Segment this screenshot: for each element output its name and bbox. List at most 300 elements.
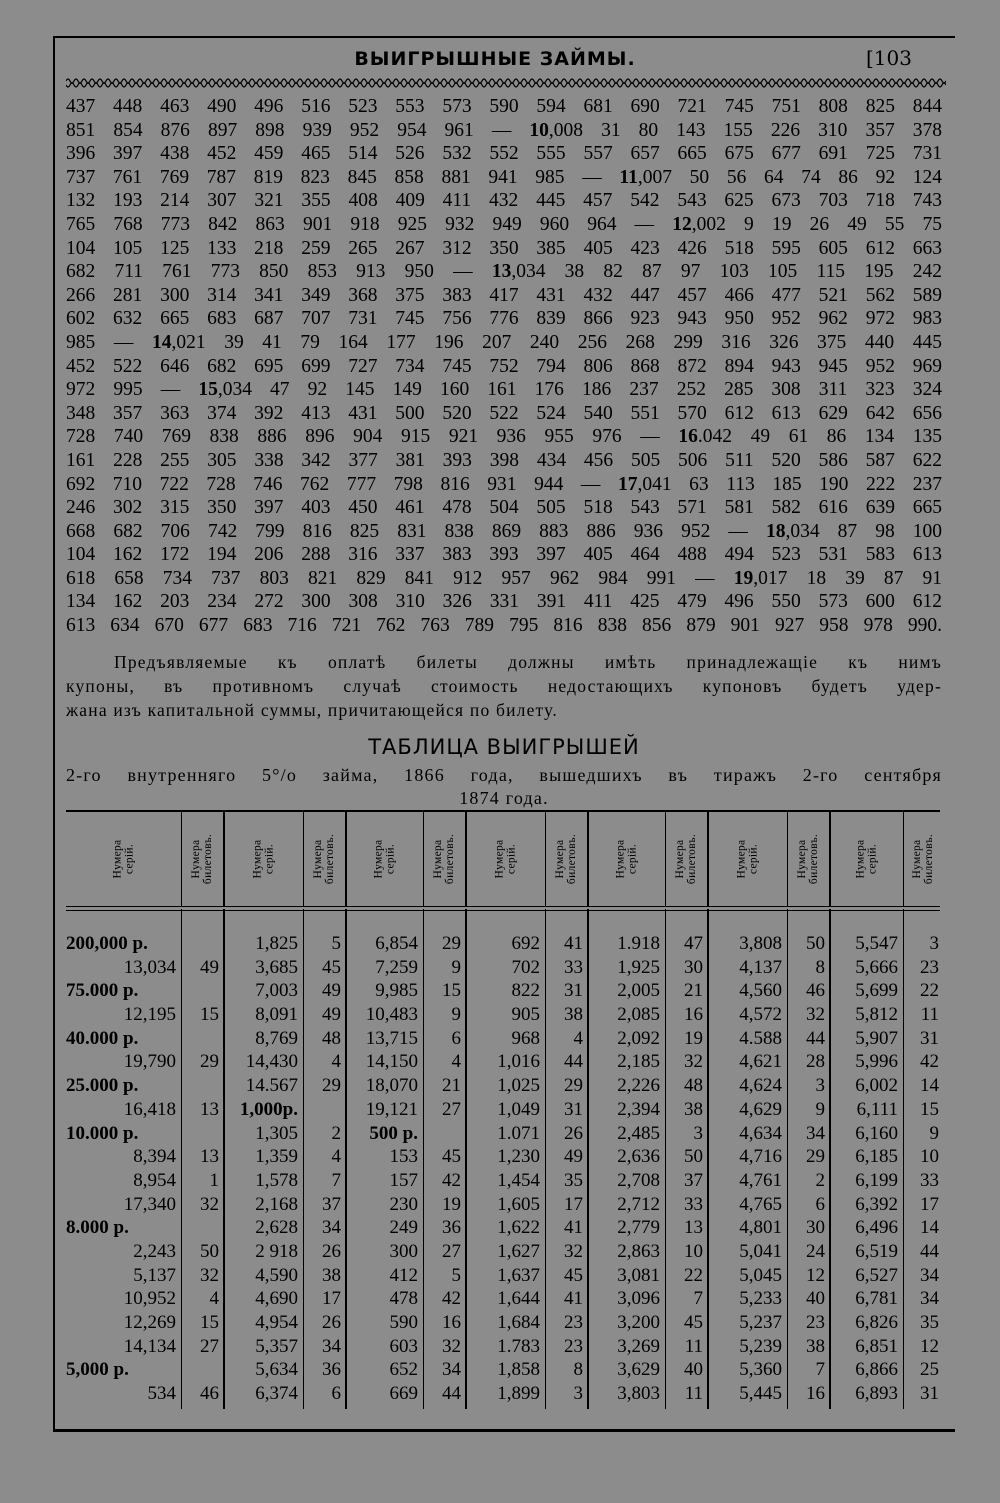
series-number: 8.000 р. — [66, 1217, 129, 1239]
number-run: 134 162 203 234 272 300 308 310 326 331 391 411 425 479 496 550 573 600 612 — [66, 591, 942, 613]
number-run: 985 — — [66, 331, 152, 353]
number-line — [66, 496, 942, 520]
number-run: 104 162 172 194 206 288 316 337 383 393 397 405 464 488 494 523 531 583 613 — [66, 544, 942, 566]
series-number: 13,715 — [365, 1027, 418, 1049]
series-number: 2,708 — [617, 1169, 660, 1191]
column-header-tickets — [788, 812, 828, 906]
series-number: 4,801 — [739, 1217, 782, 1239]
series-number: 534 — [147, 1383, 176, 1405]
column-header-tickets-label: Нумера билетовъ. — [554, 833, 579, 885]
number-line — [66, 473, 942, 497]
ticket-number: 40 — [684, 1359, 703, 1381]
thousand-prefix: 17 — [617, 473, 638, 495]
ticket-number: 4 — [209, 1288, 219, 1310]
thousand-prefix: 11 — [619, 166, 638, 188]
series-number: 8,091 — [255, 1004, 298, 1026]
ticket-number: 50 — [200, 1240, 219, 1262]
ticket-number: 44 — [564, 1051, 583, 1073]
column-header-tickets-label: Нумера билетовъ. — [312, 833, 337, 885]
series-number: 1,637 — [497, 1264, 540, 1286]
ticket-number: 8 — [573, 1359, 583, 1381]
column-header-tickets-label: Нумера билетовъ. — [911, 833, 936, 885]
series-number: 200,000 р. — [66, 933, 148, 954]
ticket-number: 17 — [564, 1193, 583, 1215]
ticket-number: 34 — [806, 1122, 825, 1144]
ticket-number: 41 — [564, 1288, 583, 1310]
series-number: 1,858 — [497, 1359, 540, 1381]
series-number: 4,560 — [739, 980, 782, 1002]
ticket-number: 3 — [929, 933, 939, 954]
column-header-tickets — [182, 812, 222, 906]
series-number: 2,628 — [255, 1217, 298, 1239]
series-number: 3,808 — [739, 933, 782, 954]
ticket-number: 16 — [806, 1383, 825, 1405]
series-number: 968 — [511, 1027, 540, 1049]
ticket-number: 17 — [920, 1193, 939, 1215]
series-number: 5,137 — [133, 1264, 176, 1286]
ticket-number: 11 — [920, 1004, 939, 1026]
ticket-number: 38 — [564, 1004, 583, 1026]
ticket-number: 49 — [200, 956, 219, 978]
number-run: 613 634 670 677 683 716 721 762 763 789 795 816 838 856 879 901 927 958 978 990. — [66, 615, 942, 637]
ticket-number: 24 — [806, 1240, 825, 1262]
series-number: 4,590 — [255, 1264, 298, 1286]
ticket-number — [304, 1098, 344, 1122]
number-run: ,041 63 113 185 190 222 237 — [637, 473, 942, 495]
ticket-number: 37 — [684, 1169, 703, 1191]
number-line — [66, 142, 942, 166]
number-run: 737 761 769 787 819 823 845 858 881 941 985 — — [66, 166, 620, 188]
table-subtitle-line-1: 2-го внутренняго 5°/о займа, 1866 года, вышедшихъ въ тиражъ 2-го сентября — [66, 765, 942, 785]
ticket-number: 17 — [322, 1288, 341, 1310]
series-number: 1,578 — [255, 1169, 298, 1191]
series-number: 2,636 — [617, 1146, 660, 1168]
ticket-number: 29 — [200, 1051, 219, 1073]
series-number: 5,812 — [855, 1004, 898, 1026]
number-run: 437 448 463 490 496 516 523 553 573 590 594 681 690 721 745 751 808 825 844 — [66, 96, 942, 117]
column-header-tickets-label: Нумера билетовъ. — [432, 833, 457, 885]
series-number: 905 — [511, 1004, 540, 1026]
series-number: 5,907 — [855, 1027, 898, 1049]
series-number: 6,374 — [255, 1383, 298, 1405]
tickets-column — [904, 932, 942, 1406]
ticket-number: 8 — [815, 956, 825, 978]
ticket-number — [182, 979, 222, 1003]
series-number: 7,259 — [375, 956, 418, 978]
series-number: 2,185 — [617, 1051, 660, 1073]
ticket-number: 11 — [684, 1383, 703, 1405]
number-line — [66, 331, 942, 355]
ticket-number: 31 — [564, 1098, 583, 1120]
series-column — [588, 932, 664, 1406]
number-run: ,002 9 19 26 49 55 75 — [691, 213, 942, 235]
series-number: 5,357 — [255, 1335, 298, 1357]
series-number: 5,634 — [255, 1359, 298, 1381]
series-number: 1.918 — [617, 933, 660, 954]
ticket-number: 13 — [200, 1098, 219, 1120]
ticket-number: 10 — [920, 1146, 939, 1168]
number-run: 396 397 438 452 459 465 514 526 532 552 555 557 657 665 675 677 691 725 731 — [66, 143, 942, 165]
series-number: 2,005 — [617, 980, 660, 1002]
number-line — [66, 402, 942, 426]
ticket-number: 1 — [209, 1169, 219, 1191]
series-number: 5,547 — [855, 933, 898, 954]
ticket-number: 15 — [920, 1098, 939, 1120]
series-number: 6,851 — [855, 1335, 898, 1357]
series-number: 4,572 — [739, 1004, 782, 1026]
ticket-number: 37 — [322, 1193, 341, 1215]
ticket-number: 13 — [200, 1146, 219, 1168]
column-header-series — [346, 812, 422, 906]
page-frame-top-rule — [53, 36, 955, 38]
series-number: 2,394 — [617, 1098, 660, 1120]
number-run: 728 740 769 838 886 896 904 915 921 936 955 976 — — [66, 426, 679, 448]
series-number: 5,041 — [739, 1240, 782, 1262]
ticket-number: 32 — [200, 1193, 219, 1215]
ticket-number: 4 — [451, 1051, 461, 1073]
ticket-number: 15 — [442, 980, 461, 1002]
series-number: 2 918 — [255, 1240, 298, 1262]
series-number: 412 — [389, 1264, 418, 1286]
ticket-number: 41 — [564, 933, 583, 954]
thousand-prefix: 13 — [491, 261, 512, 283]
ticket-number: 45 — [564, 1264, 583, 1286]
page-frame-left-rule — [53, 36, 55, 1431]
series-number: 6,111 — [856, 1098, 898, 1120]
number-run: 692 710 722 728 746 762 777 798 816 931 944 — — [66, 473, 618, 495]
ticket-number — [182, 1027, 222, 1051]
series-number: 6,392 — [855, 1193, 898, 1215]
column-header-series-label: Нумера серій. — [613, 839, 638, 879]
series-number: 1,359 — [255, 1146, 298, 1168]
ticket-number: 15 — [200, 1312, 219, 1333]
series-number: 1,000р. — [239, 1098, 298, 1120]
ticket-number: 14 — [920, 1075, 939, 1097]
table-subtitle-line-2: 1874 года. — [459, 788, 549, 808]
series-number: 3,200 — [617, 1312, 660, 1333]
ticket-number: 21 — [684, 980, 703, 1002]
ticket-number: 40 — [806, 1288, 825, 1310]
series-number: 14,150 — [365, 1051, 418, 1073]
ticket-number: 23 — [920, 956, 939, 978]
series-number: 6,854 — [375, 933, 418, 954]
series-number: 6,866 — [855, 1359, 898, 1381]
ticket-number — [182, 1074, 222, 1098]
tickets-column — [666, 932, 706, 1406]
number-run: 682 711 761 773 850 853 913 950 — — [66, 261, 492, 283]
number-run: 246 302 315 350 397 403 450 461 478 504 505 518 543 571 581 582 616 639 665 — [66, 497, 942, 519]
series-number: 2,243 — [133, 1240, 176, 1262]
ticket-number: 47 — [684, 933, 703, 954]
series-number: 5,699 — [855, 980, 898, 1002]
series-number: 2,168 — [255, 1193, 298, 1215]
number-run: 765 768 773 842 863 901 918 925 932 949 960 964 — — [66, 213, 673, 235]
column-header-series-label: Нумера серій. — [250, 839, 275, 879]
series-number: 4,629 — [739, 1098, 782, 1120]
series-column — [466, 932, 544, 1406]
number-line — [66, 425, 942, 449]
series-number: 1.783 — [497, 1335, 540, 1357]
series-number: 10,952 — [123, 1288, 176, 1310]
ticket-number: 33 — [684, 1193, 703, 1215]
series-number: 6,160 — [855, 1122, 898, 1144]
ticket-number: 26 — [564, 1122, 583, 1144]
series-number: 1,025 — [497, 1075, 540, 1097]
column-header-series-label: Нумера серій. — [371, 839, 396, 879]
thousand-prefix: 15 — [198, 379, 218, 401]
ticket-number: 6 — [331, 1383, 341, 1405]
series-number: 2,485 — [617, 1122, 660, 1144]
ticket-number: 48 — [322, 1027, 341, 1049]
series-number: 2,863 — [617, 1240, 660, 1262]
series-number: 12,195 — [123, 1004, 176, 1026]
number-run: 132 193 214 307 321 355 408 409 411 432 445 457 542 543 625 673 703 718 743 — [66, 190, 942, 212]
column-header-tickets — [546, 812, 586, 906]
series-number: 6,496 — [855, 1217, 898, 1239]
ticket-number: 30 — [806, 1217, 825, 1239]
number-line — [66, 237, 942, 261]
column-header-series-label: Нумера серій. — [492, 839, 517, 879]
series-number: 25.000 р. — [66, 1075, 139, 1097]
number-run: .042 49 61 86 134 135 — [697, 426, 942, 448]
ticket-number: 12 — [806, 1264, 825, 1286]
thousand-prefix: 14 — [151, 331, 172, 353]
column-header-tickets-label: Нумера билетовъ. — [674, 833, 699, 885]
ticket-number: 45 — [684, 1312, 703, 1333]
ticket-number: 23 — [564, 1335, 583, 1357]
series-number: 1,899 — [497, 1383, 540, 1405]
number-run: 602 632 665 683 687 707 731 745 756 776 839 866 923 943 950 952 962 972 983 — [66, 308, 942, 330]
tickets-column — [788, 932, 828, 1406]
ticket-number: 2 — [331, 1122, 341, 1144]
series-number: 13,034 — [123, 956, 176, 978]
series-number: 1,016 — [497, 1051, 540, 1073]
ticket-number: 7 — [693, 1288, 703, 1310]
column-header-series-label: Нумера серій. — [110, 839, 135, 879]
ticket-number: 34 — [920, 1288, 939, 1310]
ticket-number: 9 — [929, 1122, 939, 1144]
ticket-number: 22 — [920, 980, 939, 1002]
ticket-number: 34 — [442, 1359, 461, 1381]
series-number: 1,049 — [497, 1098, 540, 1120]
column-header-series — [830, 812, 902, 906]
number-line — [66, 213, 942, 237]
series-number: 1,627 — [497, 1240, 540, 1262]
number-run: 452 522 646 682 695 699 727 734 745 752 794 806 868 872 894 943 945 952 969 — [66, 355, 942, 377]
ticket-number: 44 — [806, 1027, 825, 1049]
series-number: 1,925 — [617, 956, 660, 978]
number-line — [66, 520, 942, 544]
ticket-number: 7 — [815, 1359, 825, 1381]
series-number: 3,096 — [617, 1288, 660, 1310]
ticket-number: 9 — [451, 1004, 461, 1026]
series-number: 19,121 — [365, 1098, 418, 1120]
series-number: 5,445 — [739, 1383, 782, 1405]
number-line — [66, 543, 942, 567]
number-run: 161 228 255 305 338 342 377 381 393 398 434 456 505 506 511 520 586 587 622 — [66, 449, 942, 471]
series-number: 1,825 — [255, 933, 298, 954]
series-number: 6,893 — [855, 1383, 898, 1405]
ticket-number: 22 — [684, 1264, 703, 1286]
series-number: 1,230 — [497, 1146, 540, 1168]
ticket-number: 33 — [564, 956, 583, 978]
series-number: 3,081 — [617, 1264, 660, 1286]
series-number: 14,430 — [245, 1051, 298, 1073]
ticket-number: 35 — [564, 1169, 583, 1191]
number-line — [66, 307, 942, 331]
series-number: 4,634 — [739, 1122, 782, 1144]
column-header-tickets — [904, 812, 942, 906]
ticket-number: 26 — [322, 1312, 341, 1333]
column-header-tickets — [666, 812, 706, 906]
ticket-number: 41 — [564, 1217, 583, 1239]
number-line — [66, 355, 942, 379]
number-run: ,008 31 80 143 155 226 310 357 378 — [548, 119, 942, 141]
ticket-number: 19 — [684, 1027, 703, 1049]
series-number: 4,690 — [255, 1288, 298, 1310]
ticket-number: 3 — [815, 1075, 825, 1097]
running-title: ВЫИГРЫШНЫЕ ЗАЙМЫ. — [354, 48, 636, 70]
ticket-number: 9 — [815, 1098, 825, 1120]
series-number: 3,803 — [617, 1383, 660, 1405]
series-number: 12,269 — [123, 1312, 176, 1333]
series-number: 7,003 — [255, 980, 298, 1002]
series-number: 4,624 — [739, 1075, 782, 1097]
series-number: 5,000 р. — [66, 1359, 129, 1381]
number-line — [66, 590, 942, 614]
number-run: ,007 50 56 64 74 86 92 124 — [637, 166, 942, 188]
ticket-number: 38 — [684, 1098, 703, 1120]
ticket-number — [182, 1122, 222, 1146]
ticket-number: 9 — [451, 956, 461, 978]
series-number: 603 — [389, 1335, 418, 1357]
series-number: 5,045 — [739, 1264, 782, 1286]
ticket-number: 46 — [200, 1383, 219, 1405]
ticket-number: 3 — [573, 1383, 583, 1405]
number-run: ,017 18 39 87 91 — [753, 567, 942, 589]
series-number: 1.071 — [497, 1122, 540, 1144]
ticket-number: 6 — [815, 1193, 825, 1215]
number-run: 972 995 — — [66, 379, 199, 401]
ticket-number: 4 — [331, 1146, 341, 1168]
thousand-prefix: 10 — [529, 119, 549, 141]
tickets-column — [182, 932, 222, 1406]
series-number: 17,340 — [123, 1193, 176, 1215]
series-number: 14.567 — [245, 1075, 298, 1097]
series-number: 6,781 — [855, 1288, 898, 1310]
number-line — [66, 95, 942, 119]
ticket-number: 31 — [564, 980, 583, 1002]
tickets-column — [304, 932, 344, 1406]
series-column — [708, 932, 786, 1406]
ticket-number: 26 — [322, 1240, 341, 1262]
ticket-number: 42 — [442, 1288, 461, 1310]
ticket-number: 42 — [920, 1051, 939, 1073]
series-column — [66, 932, 180, 1406]
column-header-tickets — [304, 812, 344, 906]
ticket-number: 27 — [442, 1240, 461, 1262]
number-run: 618 658 734 737 803 821 829 841 912 957 962 984 991 — — [66, 567, 734, 589]
ticket-number: 7 — [331, 1169, 341, 1191]
series-number: 1,305 — [255, 1122, 298, 1144]
ticket-number: 44 — [920, 1240, 939, 1262]
series-number: 652 — [389, 1359, 418, 1381]
ticket-number: 19 — [442, 1193, 461, 1215]
number-run: 851 854 876 897 898 939 952 954 961 — — [66, 119, 530, 141]
ticket-number: 32 — [200, 1264, 219, 1286]
series-number: 4,716 — [739, 1146, 782, 1168]
column-header-series — [708, 812, 786, 906]
series-number: 702 — [511, 956, 540, 978]
ticket-number: 15 — [200, 1004, 219, 1026]
number-line — [66, 189, 942, 213]
ticket-number: 34 — [322, 1335, 341, 1357]
ticket-number: 49 — [322, 980, 341, 1002]
number-line — [66, 284, 942, 308]
series-number: 4,761 — [739, 1169, 782, 1191]
ticket-number: 29 — [564, 1075, 583, 1097]
series-number: 822 — [511, 980, 540, 1002]
series-number: 6,002 — [855, 1075, 898, 1097]
ticket-number: 5 — [331, 933, 341, 954]
number-run: 348 357 363 374 392 413 431 500 520 522 524 540 551 570 612 613 629 642 656 — [66, 402, 942, 424]
ticket-number: 4 — [573, 1027, 583, 1049]
ticket-number — [182, 1216, 222, 1240]
column-header-series — [224, 812, 302, 906]
series-number: 230 — [389, 1193, 418, 1215]
ticket-number: 21 — [442, 1075, 461, 1097]
series-number: 8,769 — [255, 1027, 298, 1049]
series-number: 3,629 — [617, 1359, 660, 1381]
number-line — [66, 260, 942, 284]
series-column — [830, 932, 902, 1406]
ticket-number: 34 — [322, 1217, 341, 1239]
ticket-number: 32 — [684, 1051, 703, 1073]
series-number: 8,954 — [133, 1169, 176, 1191]
series-number: 14,134 — [123, 1335, 176, 1357]
ticket-number: 49 — [564, 1146, 583, 1168]
ticket-number: 16 — [684, 1004, 703, 1026]
thousand-prefix: 16 — [678, 426, 698, 448]
tickets-column — [424, 932, 464, 1406]
ticket-number: 32 — [806, 1004, 825, 1026]
column-header-tickets-label: Нумера билетовъ. — [796, 833, 821, 885]
series-number: 75.000 р. — [66, 980, 139, 1002]
column-header-series — [588, 812, 664, 906]
ticket-number: 45 — [322, 956, 341, 978]
ticket-number: 29 — [806, 1146, 825, 1168]
series-number: 2,085 — [617, 1004, 660, 1026]
ticket-number: 10 — [684, 1240, 703, 1262]
series-number: 19,790 — [123, 1051, 176, 1073]
number-line — [66, 614, 942, 638]
ticket-number: 25 — [920, 1359, 939, 1381]
column-header-tickets — [424, 812, 464, 906]
ticket-number: 2 — [815, 1169, 825, 1191]
series-number: 6,527 — [855, 1264, 898, 1286]
series-number: 2,779 — [617, 1217, 660, 1239]
ticket-number: 12 — [920, 1335, 939, 1357]
ticket-number — [182, 932, 222, 956]
ticket-number: 32 — [442, 1335, 461, 1357]
note-line: купоны, въ противномъ случаѣ стоимость недостающихъ купоновъ будетъ удер- — [66, 676, 942, 696]
number-line — [66, 166, 942, 190]
number-line — [66, 567, 942, 591]
series-number: 4,137 — [739, 956, 782, 978]
series-number: 6,185 — [855, 1146, 898, 1168]
series-number: 1,605 — [497, 1193, 540, 1215]
ticket-number: 29 — [442, 933, 461, 954]
